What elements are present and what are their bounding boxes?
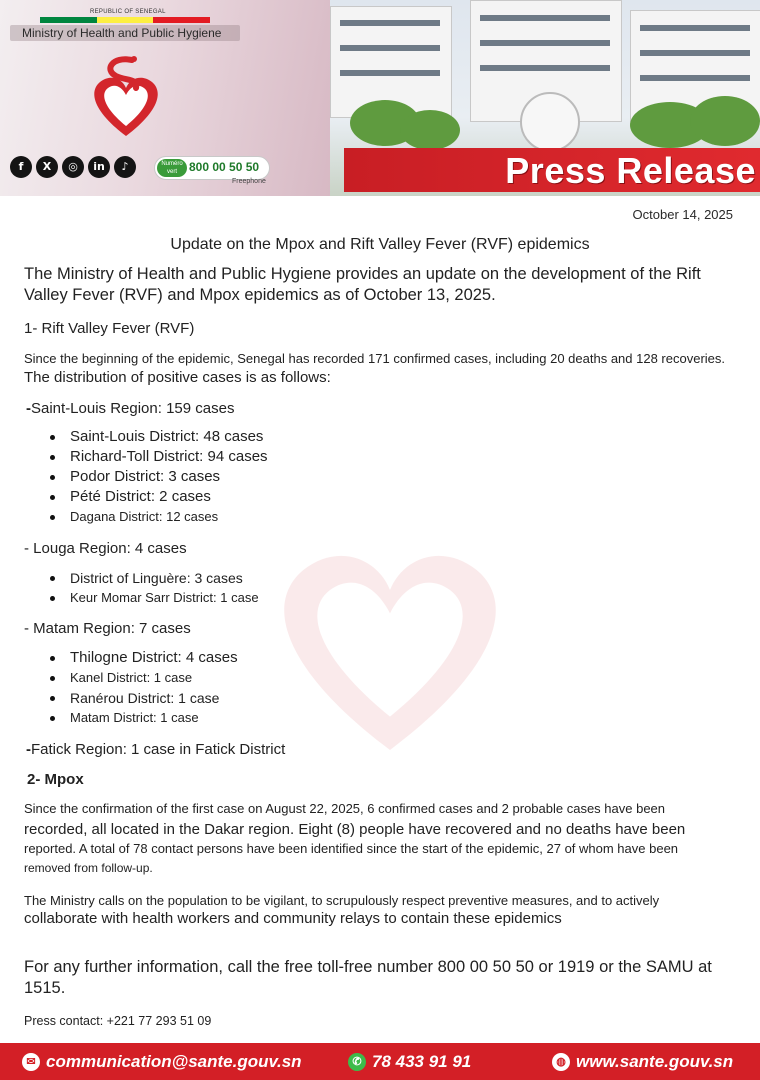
list-item: Keur Momar Sarr District: 1 case xyxy=(50,588,259,608)
footer-website-text[interactable]: www.sante.gouv.sn xyxy=(576,1052,734,1071)
list-item: Matam District: 1 case xyxy=(50,708,238,728)
call-line2: collaborate with health workers and community relays to contain these epidemics xyxy=(24,910,562,927)
rvf-summary-line1: Since the beginning of the epidemic, Senegal has recorded 171 confirmed cases, including 20 deaths and 128 recoveries. xyxy=(24,351,726,366)
footer-email-text[interactable]: communication@sante.gouv.sn xyxy=(46,1052,302,1071)
freephone-badge[interactable] xyxy=(154,156,270,180)
list-item: Pété District: 2 cases xyxy=(50,487,268,507)
region-dash: - xyxy=(24,620,29,637)
facebook-icon[interactable]: f xyxy=(10,156,32,178)
list-item: Podor District: 3 cases xyxy=(50,467,268,487)
list-item: Ranérou District: 1 case xyxy=(50,688,238,708)
footer-email[interactable] xyxy=(22,1052,302,1072)
list-item: Thilogne District: 4 cases xyxy=(50,648,238,668)
saint-louis-districts xyxy=(50,427,268,527)
region-label: Fatick Region: 1 case in Fatick District xyxy=(31,741,286,758)
region-matam xyxy=(24,618,736,639)
matam-districts xyxy=(50,648,238,728)
linkedin-icon[interactable]: in xyxy=(88,156,110,178)
mpox-line1: Since the confirmation of the first case on August 22, 2025, 6 confirmed cases and 2 probable cases have been xyxy=(24,801,666,816)
press-contact: Press contact: +221 77 293 51 09 xyxy=(24,1014,212,1028)
region-label: Louga Region: 4 cases xyxy=(33,540,187,557)
mpox-heading: 2- Mpox xyxy=(27,771,84,788)
footer-website[interactable] xyxy=(552,1052,733,1072)
tiktok-icon[interactable]: ♪ xyxy=(114,156,136,178)
region-dash: - xyxy=(24,540,29,557)
list-item: District of Linguère: 3 cases xyxy=(50,568,259,588)
social-links xyxy=(10,156,136,178)
list-item: Dagana District: 12 cases xyxy=(50,507,268,527)
header-brand-panel xyxy=(0,0,330,196)
ministry-logo-icon xyxy=(86,52,166,142)
region-saint-louis xyxy=(26,398,736,419)
intro-paragraph: The Ministry of Health and Public Hygiene provides an update on the development of the Rift Valley Fever (RVF) and Mpox epidemics as of October 13, 2025. xyxy=(24,265,701,304)
footer-phone[interactable] xyxy=(348,1052,471,1072)
region-dash: - xyxy=(26,741,31,758)
info-paragraph: For any further information, call the free toll-free number 800 00 50 50 or 1919 or the SAMU at 1515. xyxy=(24,958,712,997)
republic-label: REPUBLIC OF SENEGAL xyxy=(90,9,166,15)
document-title: Update on the Mpox and Rift Valley Fever (RVF) epidemics xyxy=(170,236,590,253)
email-icon: ✉ xyxy=(22,1053,40,1071)
region-label: Matam Region: 7 cases xyxy=(33,620,191,637)
press-header xyxy=(0,0,760,196)
globe-icon: ◍ xyxy=(552,1053,570,1071)
x-icon[interactable]: X xyxy=(36,156,58,178)
louga-districts xyxy=(50,568,259,608)
ministry-name: Ministry of Health and Public Hygiene xyxy=(10,25,240,41)
mpox-line2: recorded, all located in the Dakar region. Eight (8) people have recovered and no deaths have been xyxy=(24,821,686,838)
mpox-line4: removed from follow-up. xyxy=(24,861,153,875)
contact-footer xyxy=(0,1043,760,1080)
numero-vert-label: Numéro vert xyxy=(157,159,187,177)
region-dash: - xyxy=(26,400,31,417)
rvf-heading: 1- Rift Valley Fever (RVF) xyxy=(24,320,195,337)
senegal-flag-strip xyxy=(40,17,210,23)
whatsapp-icon: ✆ xyxy=(348,1053,366,1071)
list-item: Saint-Louis District: 48 cases xyxy=(50,427,268,447)
list-item: Kanel District: 1 case xyxy=(50,668,238,688)
release-date: October 14, 2025 xyxy=(632,207,733,222)
press-release-title: Press Release xyxy=(505,150,756,191)
mpox-line3: reported. A total of 78 contact persons have been identified since the start of the epidemic, 27 of whom have been xyxy=(24,841,679,856)
footer-phone-text[interactable]: 78 433 91 91 xyxy=(372,1052,472,1071)
region-fatick xyxy=(26,739,736,760)
freephone-number: 800 00 50 50 xyxy=(189,160,260,174)
call-line1: The Ministry calls on the population to be vigilant, to scrupulously respect preventive measures, and to actively xyxy=(24,893,660,908)
instagram-icon[interactable]: ◎ xyxy=(62,156,84,178)
freephone-label: Freephone xyxy=(232,178,266,185)
region-louga xyxy=(24,538,736,559)
region-label: Saint-Louis Region: 159 cases xyxy=(31,400,235,417)
list-item: Richard-Toll District: 94 cases xyxy=(50,447,268,467)
rvf-summary-line2: The distribution of positive cases is as follows: xyxy=(24,369,331,386)
